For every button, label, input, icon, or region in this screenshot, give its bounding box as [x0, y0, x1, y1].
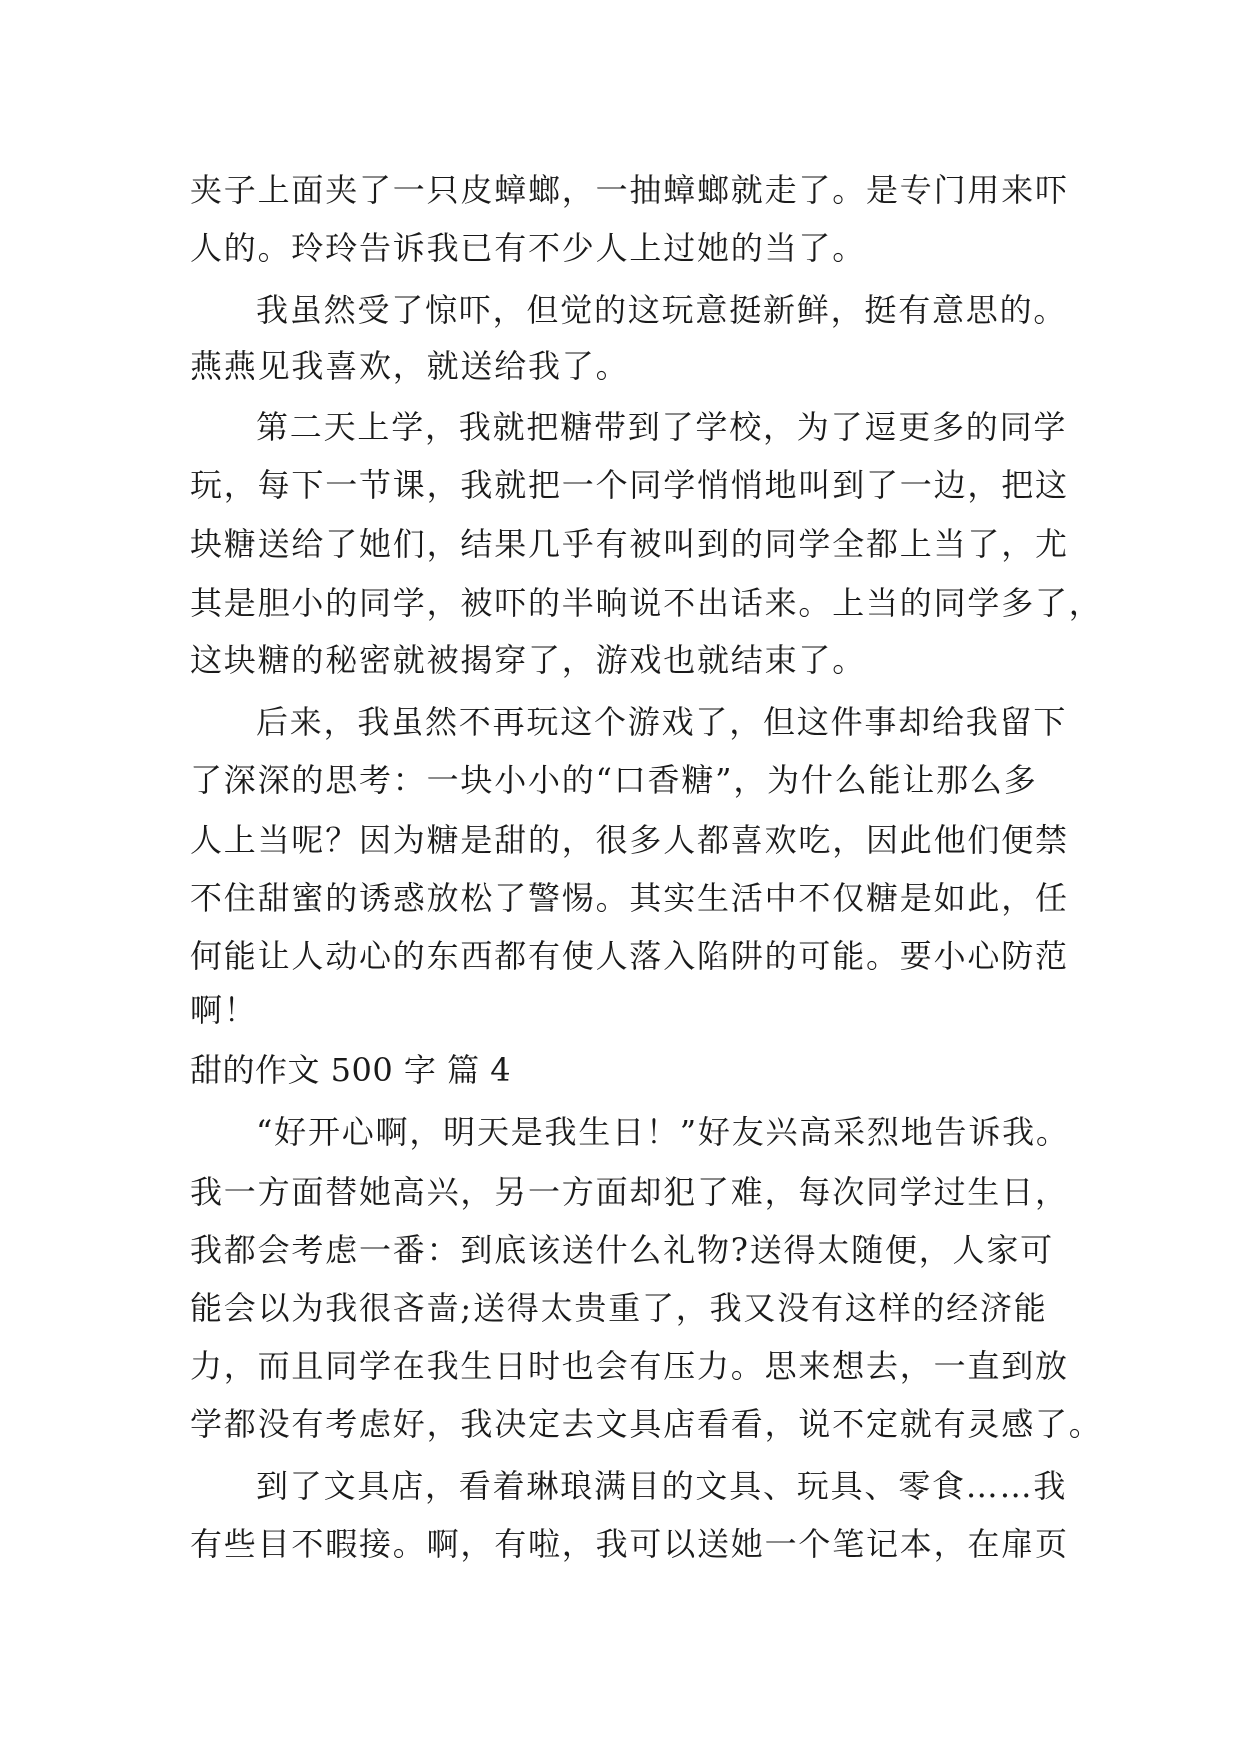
- text-line: 能会以为我很吝啬;送得太贵重了，我又没有这样的经济能: [190, 1289, 1048, 1327]
- text-line: 这块糖的秘密就被揭穿了，游戏也就结束了。: [190, 641, 867, 679]
- text-line: 夹子上面夹了一只皮蟑螂，一抽蟑螂就走了。是专门用来吓: [190, 171, 1069, 209]
- text-line: 我都会考虑一番：到底该送什么礼物?送得太随便，人家可: [190, 1231, 1054, 1269]
- text-line: 了深深的思考：一块小小的“口香糖”，为什么能让那么多: [190, 761, 1038, 799]
- text-line: 块糖送给了她们，结果几乎有被叫到的同学全都上当了，尤: [190, 525, 1069, 563]
- text-line: 不住甜蜜的诱惑放松了警惕。其实生活中不仅糖是如此，任: [190, 879, 1069, 917]
- text-line: 学都没有考虑好，我决定去文具店看看，说不定就有灵感了。: [190, 1405, 1103, 1443]
- paragraph-first-line: “好开心啊，明天是我生日！”好友兴高采烈地告诉我。: [256, 1113, 1070, 1151]
- text-line: 人的。玲玲告诉我已有不少人上过她的当了。: [190, 229, 867, 267]
- paragraph-first-line: 后来，我虽然不再玩这个游戏了，但这件事却给我留下: [256, 703, 1068, 741]
- paragraph-first-line: 第二天上学，我就把糖带到了学校，为了逗更多的同学: [256, 408, 1068, 446]
- text-line: 其是胆小的同学，被吓的半晌说不出话来。上当的同学多了，: [190, 584, 1103, 622]
- paragraph-first-line: 我虽然受了惊吓，但觉的这玩意挺新鲜，挺有意思的。: [256, 291, 1068, 329]
- section-heading: 甜的作文 500 字 篇 4: [190, 1051, 512, 1089]
- text-line: 玩，每下一节课，我就把一个同学悄悄地叫到了一边，把这: [190, 466, 1069, 504]
- text-line: 有些目不暇接。啊，有啦，我可以送她一个笔记本，在扉页: [190, 1525, 1069, 1563]
- text-line: 何能让人动心的东西都有使人落入陷阱的可能。要小心防范: [190, 937, 1069, 975]
- text-line: 啊！: [190, 991, 258, 1029]
- text-line: 我一方面替她高兴，另一方面却犯了难，每次同学过生日，: [190, 1173, 1069, 1211]
- text-line: 力，而且同学在我生日时也会有压力。思来想去，一直到放: [190, 1347, 1069, 1385]
- text-line: 人上当呢？因为糖是甜的，很多人都喜欢吃，因此他们便禁: [190, 821, 1069, 859]
- text-line: 燕燕见我喜欢，就送给我了。: [190, 347, 630, 385]
- paragraph-first-line: 到了文具店，看着琳琅满目的文具、玩具、零食……我: [256, 1467, 1068, 1505]
